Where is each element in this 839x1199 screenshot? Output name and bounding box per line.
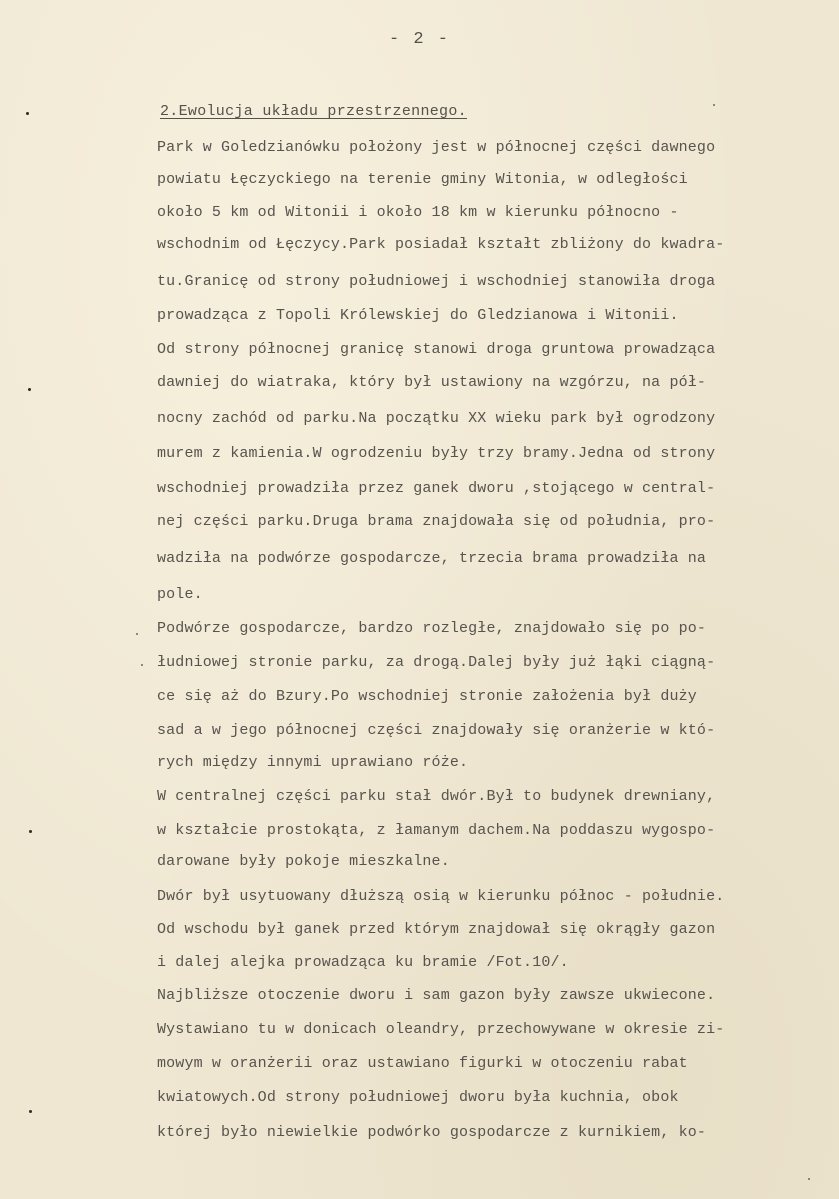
paper-speck [808, 1178, 810, 1180]
text-line: Od wschodu był ganek przed którym znajdował się okrągły gazon [157, 921, 716, 938]
text-line: Wystawiano tu w donicach oleandry, przechowywane w okresie zi- [157, 1021, 725, 1038]
text-line: wschodnim od Łęczycy.Park posiadał kształt zbliżony do kwadra- [157, 236, 725, 253]
punch-hole-mark [28, 388, 31, 391]
text-line: kwiatowych.Od strony południowej dworu była kuchnia, obok [157, 1089, 679, 1106]
text-line: rych między innymi uprawiano róże. [157, 754, 469, 771]
text-line: Park w Goledzianówku położony jest w północnej części dawnego [157, 139, 716, 156]
text-line: Podwórze gospodarcze, bardzo rozległe, znajdowało się po po- [157, 620, 707, 637]
text-line: Od strony północnej granicę stanowi droga gruntowa prowadząca [157, 341, 716, 358]
punch-hole-mark [26, 112, 29, 115]
text-line: około 5 km od Witonii i około 18 km w kierunku północno - [157, 204, 679, 221]
paper-speck [713, 104, 715, 106]
text-line: darowane były pokoje mieszkalne. [157, 853, 450, 870]
text-line: nocny zachód od parku.Na początku XX wieku park był ogrodzony [157, 410, 716, 427]
section-heading: 2.Ewolucja układu przestrzennego. [160, 103, 467, 120]
text-line: Najbliższe otoczenie dworu i sam gazon były zawsze ukwiecone. [157, 987, 716, 1004]
text-line: której było niewielkie podwórko gospodarcze z kurnikiem, ko- [157, 1124, 707, 1141]
page-number: - 2 - [388, 30, 450, 49]
text-line: dawniej do wiatraka, który był ustawiony na wzgórzu, na pół- [157, 374, 707, 391]
text-line: mowym w oranżerii oraz ustawiano figurki w otoczeniu rabat [157, 1055, 688, 1072]
punch-hole-mark [29, 1110, 32, 1113]
text-line: murem z kamienia.W ogrodzeniu były trzy bramy.Jedna od strony [157, 445, 716, 462]
text-line: tu.Granicę od strony południowej i wschodniej stanowiła droga [157, 273, 716, 290]
text-line: ce się aż do Bzury.Po wschodniej stronie założenia był duży [157, 688, 697, 705]
text-line: prowadząca z Topoli Królewskiej do Gledzianowa i Witonii. [157, 307, 679, 324]
text-line: powiatu Łęczyckiego na terenie gminy Witonia, w odległości [157, 171, 688, 188]
text-line: łudniowej stronie parku, za drogą.Dalej były już łąki ciągną- [157, 654, 716, 671]
paper-speck [141, 664, 143, 666]
text-line: pole. [157, 586, 203, 603]
text-line: Dwór był usytuowany dłuższą osią w kierunku północ - południe. [157, 888, 725, 905]
text-line: W centralnej części parku stał dwór.Był to budynek drewniany, [157, 788, 716, 805]
text-line: nej części parku.Druga brama znajdowała się od południa, pro- [157, 513, 716, 530]
text-line: wadziła na podwórze gospodarcze, trzecia brama prowadziła na [157, 550, 707, 567]
text-line: i dalej alejka prowadząca ku bramie /Fot.10/. [157, 954, 569, 971]
punch-hole-mark [29, 830, 32, 833]
text-line: sad a w jego północnej części znajdowały się oranżerie w któ- [157, 722, 716, 739]
paper-speck [136, 633, 138, 635]
text-line: wschodniej prowadziła przez ganek dworu ,stojącego w central- [157, 480, 716, 497]
text-line: w kształcie prostokąta, z łamanym dachem.Na poddaszu wygospo- [157, 822, 716, 839]
